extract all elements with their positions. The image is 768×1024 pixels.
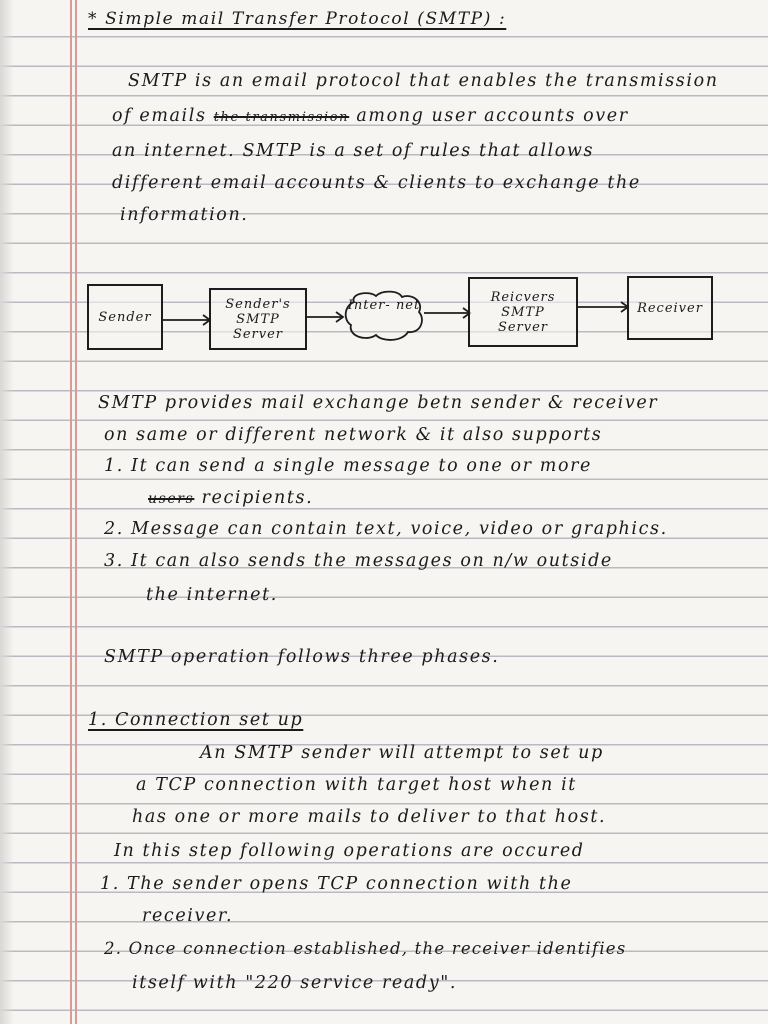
intro-line-2-start: of emails	[112, 106, 207, 126]
phases-intro: SMTP operation follows three phases.	[104, 647, 500, 667]
sender-box	[87, 284, 163, 350]
sender-smtp-server-box	[209, 288, 307, 350]
internet-line-1: Inter-	[347, 298, 391, 313]
section1-step-2-cont: itself with "220 service ready".	[132, 973, 458, 993]
section-title-connection-setup: 1. Connection set up	[88, 710, 304, 730]
sender-smtp-line-2: SMTP	[236, 311, 280, 327]
receiver-box	[627, 276, 713, 340]
section1-step-1-cont: receiver.	[142, 906, 234, 926]
list-item-1: 1. It can send a single message to one or more	[104, 456, 593, 476]
intro-line-2-end: among user accounts over	[356, 106, 629, 126]
list-item-3: 3. It can also sends the messages on n/w outside	[104, 551, 613, 571]
crossed-out-text: the transmission	[213, 110, 350, 125]
intro-line-1: SMTP is an email protocol that enables the transmission	[128, 71, 719, 91]
list-item-1-cont	[148, 487, 313, 510]
receiver-smtp-server-box	[468, 277, 578, 347]
section1-line-1: An SMTP sender will attempt to set up	[200, 743, 604, 763]
list-item-3-cont: the internet.	[146, 585, 278, 605]
intro-line-4: different email accounts & clients to exchange the	[112, 173, 641, 193]
receiver-smtp-line-1: Reicvers	[490, 289, 556, 305]
para2-line-2: on same or different network & it also supports	[104, 425, 603, 445]
section1-step-2: 2. Once connection established, the receiver identifies	[104, 939, 627, 958]
intro-line-3: an internet. SMTP is a set of rules that allows	[112, 141, 595, 161]
internet-cloud	[342, 290, 426, 342]
section1-line-4: In this step following operations are occured	[114, 841, 585, 861]
section1-line-2: a TCP connection with target host when it	[136, 775, 577, 795]
sender-smtp-line-3: Server	[232, 326, 284, 342]
receiver-smtp-line-3: Server	[497, 319, 549, 335]
internet-line-2: net	[395, 298, 421, 313]
sender-label: Sender	[98, 309, 152, 325]
receiver-label: Receiver	[637, 300, 703, 316]
internet-label	[342, 298, 426, 313]
section1-step-1: 1. The sender opens TCP connection with the	[100, 874, 573, 894]
list-item-1-cont-text: recipients.	[201, 488, 314, 508]
page-title: * Simple mail Transfer Protocol (SMTP) :	[88, 9, 507, 29]
sender-smtp-line-1: Sender's	[225, 296, 291, 312]
list-item-2: 2. Message can contain text, voice, video or graphics.	[104, 519, 668, 539]
section1-line-3: has one or more mails to deliver to that host.	[132, 807, 607, 827]
para2-line-1: SMTP provides mail exchange betn sender & receiver	[98, 393, 659, 413]
intro-line-5: information.	[120, 205, 249, 225]
crossed-out-text: users	[148, 491, 195, 507]
receiver-smtp-line-2: SMTP	[501, 304, 545, 320]
